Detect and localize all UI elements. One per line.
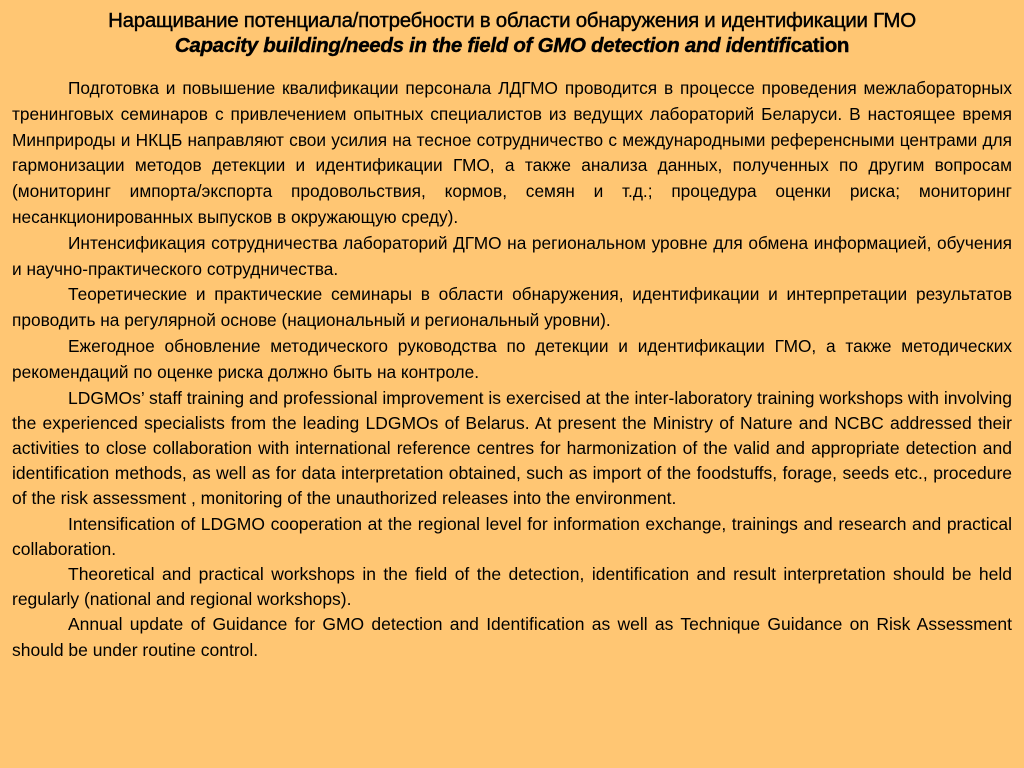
paragraph-ru-seminars: Теоретические и практические семинары в области обнаружения, идентификации и интерпретации результатов проводить на регулярной основе (национальный и региональный уровни).	[12, 284, 1012, 331]
paragraph-ru-annual-update: Ежегодное обновление методического руководства по детекции и идентификации ГМО, а также методических рекомендаций по оценке риска должно быть на контроле.	[12, 335, 1012, 382]
paragraph-ru-intensification: Интенсификация сотрудничества лабораторий ДГМО на региональном уровне для обмена информацией, обучения и научно-практического сотрудничества.	[12, 232, 1012, 279]
title-english-tail: cation	[790, 34, 850, 57]
slide-title	[12, 8, 1012, 58]
paragraph-en-annual-update: Annual update of Guidance for GMO detection and Identification as well as Technique Guidance on Risk Assessment should be under routine control.	[12, 614, 1012, 660]
slide-body	[12, 76, 1012, 663]
paragraph-en-workshops: Theoretical and practical workshops in the field of the detection, identification and result interpretation should be held regularly (national and regional workshops).	[12, 563, 1012, 610]
title-english-italic: Capacity building/needs in the field of GMO detection and identifi	[174, 34, 791, 57]
paragraph-ru-training: Подготовка и повышение квалификации персонала ЛДГМО проводится в процессе проведения межлабораторных тренинговых семинаров с привлечением опытных специалистов из ведущих лабораторий Беларуси. В настоящее время Минприроды и НКЦБ направляют свои усилия на тесное сотрудничество с международными референсными центрами для гармонизации методов детекции и идентификации ГМО, а также анализа данных, полученных по другим вопросам (мониторинг импорта/экспорта продовольствия, кормов, семян и т.д.; процедура оценки риска; мониторинг несанкционированных выпусков в окружающую среду).	[12, 78, 1012, 227]
title-english	[12, 33, 1012, 58]
paragraph-en-training: LDGMOs’ staff training and professional improvement is exercised at the inter-laboratory training workshops with involving the experienced specialists from the leading LDGMOs of Belarus. At present the Ministry of Nature and NCBC addressed their activities to close collaboration with international reference centres for harmonization of the valid and appropriate detection and identification methods, as well as for data interpretation obtained, such as import of the foodstuffs, forage, seeds etc., procedure of the risk assessment , monitoring of the unauthorized releases into the environment.	[12, 387, 1012, 509]
paragraph-en-intensification: Intensification of LDGMO cooperation at the regional level for information exchange, trainings and research and practical collaboration.	[12, 513, 1012, 559]
title-russian: Наращивание потенциала/потребности в области обнаружения и идентификации ГМО	[108, 9, 916, 32]
